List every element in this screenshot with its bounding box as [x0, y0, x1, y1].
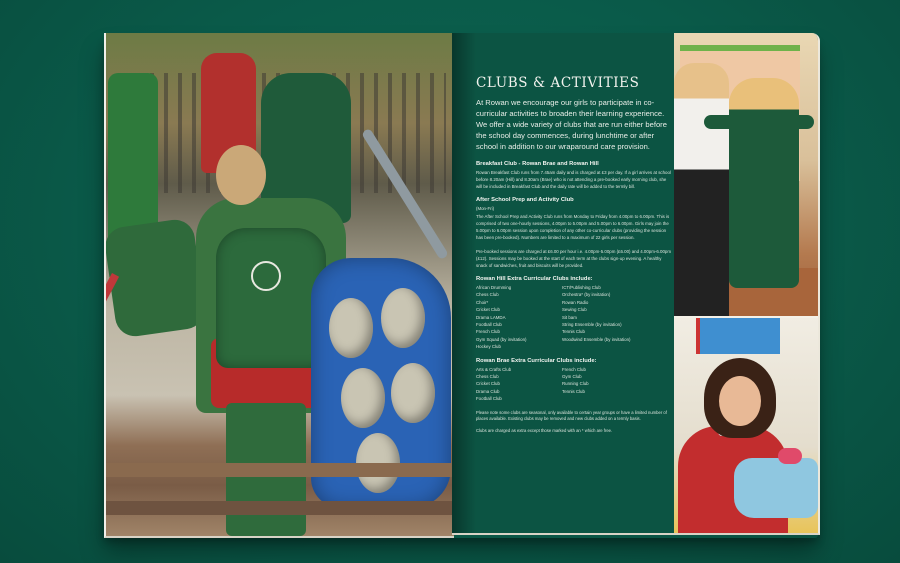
- after-school-subheading: (Mon-Fri): [476, 206, 495, 211]
- left-page: [104, 33, 454, 538]
- rowan-hill-heading: Rowan Hill Extra Curricular Clubs include:: [476, 276, 593, 282]
- sewing-fabric-pink: [778, 448, 802, 464]
- charges-note: Clubs are charged as extra except those marked with an * which are free.: [476, 428, 613, 434]
- list-item: Tennis Club: [562, 388, 585, 394]
- sewing-fabric: [734, 458, 818, 518]
- list-item: Running Club: [562, 381, 589, 387]
- list-item: Hockey Club: [476, 344, 501, 350]
- list-item: Tennis Club: [562, 329, 585, 335]
- list-item: ICT/Publishing Club: [562, 285, 601, 290]
- text-column: [476, 75, 672, 440]
- sewing-girl-photo: [674, 318, 818, 533]
- rowan-brae-heading: Rowan Brae Extra Curricular Clubs include:: [476, 357, 597, 364]
- list-item: Arts & Crafts Club: [476, 366, 512, 372]
- list-item: Gym Club: [562, 374, 582, 380]
- school-badge-icon: [251, 261, 281, 291]
- dance-class-photo: [674, 33, 818, 316]
- seasonal-note: Please note some clubs are seasonal, only available to certain year groups or have a limited number of places available. Existing clubs may be removed and new clubs added on a termly basis.: [476, 409, 667, 422]
- breakfast-club-body: Rowan Breakfast Club runs from 7.45am daily and is charged at £3 per day. If a girl arrives at school before 8.20am (Hill) and 8.30am (Brae) who is not attending a pre-booked early morning club, she will be included in Breakfast Club and the daily rate will be added to the termly bill.: [476, 170, 671, 189]
- list-item: Chess Club: [476, 374, 499, 380]
- page-title: CLUBS & ACTIVITIES: [476, 75, 640, 91]
- list-item: Football Club: [476, 322, 502, 328]
- students-photo: [106, 33, 454, 536]
- teacher: [674, 63, 729, 316]
- list-item: Gym Squad (by invitation): [476, 336, 527, 342]
- wall-poster: [696, 318, 780, 354]
- list-item: Football Club: [476, 396, 502, 402]
- rowan-hill-col2: [562, 284, 672, 351]
- rowan-hill-col1: [476, 284, 562, 351]
- list-item: French Club: [476, 329, 500, 335]
- rowan-brae-clubs-list: [476, 366, 672, 403]
- list-item: Chess Club: [476, 292, 499, 298]
- step: [106, 463, 454, 477]
- background-child: [108, 73, 158, 243]
- right-page: [452, 33, 820, 535]
- list-item: Rowan Radio: [562, 299, 589, 305]
- girl-face: [719, 376, 761, 426]
- list-item: Drama LAMDA: [476, 314, 506, 320]
- outstretched-arm: [704, 115, 814, 129]
- rugby-ball: [391, 363, 435, 423]
- rowan-brae-col2: [562, 366, 672, 403]
- breakfast-club-heading: Breakfast Club - Rowan Brae and Rowan Hill: [476, 161, 599, 167]
- list-item: Sewing Club: [562, 307, 587, 313]
- after-school-pricing: Pre-booked sessions are charged at £6.00 per hour i.e. 4.00pm-5.00pm (£6.00) and 4.00pm-6.00pm (£12). Sessions may be booked at the start of each term at the clubs sign-up evening. A healthy snack of sandwiches, fruit and biscuits will be provided.: [476, 249, 672, 268]
- list-item: Drama Club: [476, 388, 500, 394]
- list-item: French Club: [562, 366, 586, 372]
- rowan-brae-col1: [476, 366, 562, 403]
- rowan-hill-clubs-list: [476, 284, 672, 351]
- rugby-ball: [341, 368, 385, 428]
- backpack: [216, 228, 326, 368]
- rugby-ball: [381, 288, 425, 348]
- after-school-heading: After School Prep and Activity Club: [476, 197, 574, 203]
- list-item: African Drumming: [476, 285, 512, 290]
- kit-bag: [104, 217, 207, 338]
- child-head: [216, 145, 266, 205]
- list-item: Sit bam: [562, 314, 577, 320]
- rugby-ball: [329, 298, 373, 358]
- list-item: Choir*: [476, 299, 489, 305]
- list-item: Cricket Club: [476, 307, 500, 313]
- step: [106, 501, 454, 515]
- list-item: String Ensemble (by invitation): [562, 322, 622, 328]
- list-item: Cricket Club: [476, 381, 500, 387]
- after-school-body: The After School Prep and Activity Club runs from Monday to Friday from 4.00pm to 6.00pm. This is comprised of two one-hourly sessions, 4.00pm to 5.00pm and 5.00pm to 6.00pm. Girls may join the 5.00pm to 6.00pm session upon completion of any other co-curricular clubs (providing the session has been pre-booked). Numbers are limited to a maximum of 22 girls per session.: [476, 214, 670, 240]
- list-item: Orchestra* (by invitation): [562, 292, 611, 298]
- intro-paragraph: At Rowan we encourage our girls to participate in co-curricular activities to broaden their learning experience. We offer a wide variety of clubs that are run either before the school day commences, during lunchtime or after school in addition to our wraparound care provision.: [476, 98, 667, 151]
- dancing-child: [729, 78, 799, 288]
- list-item: Woodwind Ensemble (by invitation): [562, 336, 631, 342]
